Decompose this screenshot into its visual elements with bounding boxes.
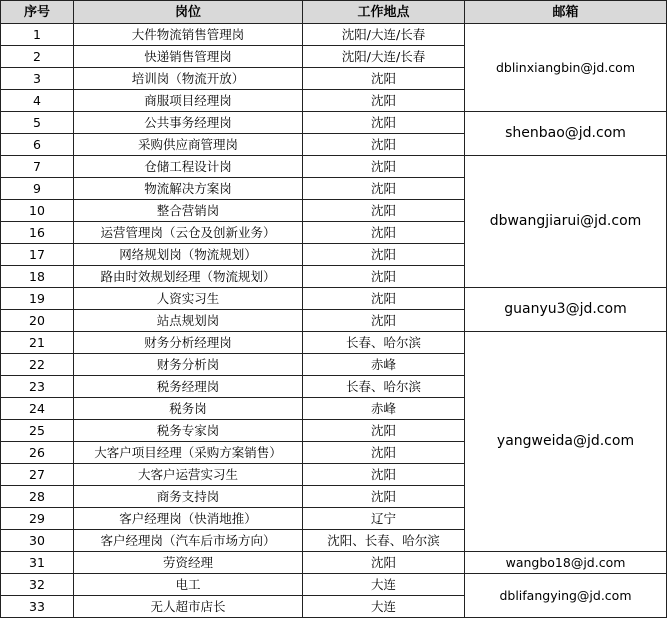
row-position: 税务专家岗 [74, 420, 303, 442]
row-position: 客户经理岗（汽车后市场方向） [74, 530, 303, 552]
row-no: 7 [1, 156, 74, 178]
row-position: 税务经理岗 [74, 376, 303, 398]
row-no: 25 [1, 420, 74, 442]
row-location: 沈阳、长春、哈尔滨 [303, 530, 465, 552]
row-location: 沈阳 [303, 134, 465, 156]
row-no: 23 [1, 376, 74, 398]
table-row [1, 288, 667, 310]
row-position: 网络规划岗（物流规划） [74, 244, 303, 266]
row-no: 5 [1, 112, 74, 134]
row-location: 赤峰 [303, 398, 465, 420]
row-location: 沈阳 [303, 200, 465, 222]
row-location: 沈阳 [303, 244, 465, 266]
row-location: 沈阳 [303, 442, 465, 464]
row-location: 沈阳 [303, 266, 465, 288]
header-position: 岗位 [74, 1, 303, 24]
row-no: 3 [1, 68, 74, 90]
row-position: 物流解决方案岗 [74, 178, 303, 200]
row-location: 沈阳 [303, 156, 465, 178]
table-row [1, 24, 667, 46]
row-location: 沈阳 [303, 464, 465, 486]
row-position: 劳资经理 [74, 552, 303, 574]
row-location: 沈阳 [303, 112, 465, 134]
row-no: 20 [1, 310, 74, 332]
header-location: 工作地点 [303, 1, 465, 24]
row-location: 长春、哈尔滨 [303, 332, 465, 354]
header-row [1, 1, 667, 24]
table-row [1, 574, 667, 596]
header-email: 邮箱 [465, 1, 667, 24]
row-location: 沈阳 [303, 90, 465, 112]
row-position: 公共事务经理岗 [74, 112, 303, 134]
row-position: 税务岗 [74, 398, 303, 420]
contact-email: wangbo18@jd.com [465, 552, 667, 574]
table-row [1, 156, 667, 178]
row-location: 大连 [303, 596, 465, 618]
row-position: 站点规划岗 [74, 310, 303, 332]
row-position: 商服项目经理岗 [74, 90, 303, 112]
row-position: 运营管理岗（云仓及创新业务） [74, 222, 303, 244]
row-no: 17 [1, 244, 74, 266]
row-position: 客户经理岗（快消地推） [74, 508, 303, 530]
row-no: 10 [1, 200, 74, 222]
row-position: 财务分析岗 [74, 354, 303, 376]
row-no: 24 [1, 398, 74, 420]
contact-email: dblifangying@jd.com [465, 574, 667, 618]
row-location: 沈阳 [303, 178, 465, 200]
row-no: 27 [1, 464, 74, 486]
row-no: 1 [1, 24, 74, 46]
row-no: 29 [1, 508, 74, 530]
row-position: 路由时效规划经理（物流规划） [74, 266, 303, 288]
row-location: 长春、哈尔滨 [303, 376, 465, 398]
row-position: 财务分析经理岗 [74, 332, 303, 354]
contact-email: guanyu3@jd.com [465, 288, 667, 332]
row-location: 沈阳/大连/长春 [303, 24, 465, 46]
row-no: 4 [1, 90, 74, 112]
row-no: 26 [1, 442, 74, 464]
row-position: 仓储工程设计岗 [74, 156, 303, 178]
row-no: 21 [1, 332, 74, 354]
contact-email: shenbao@jd.com [465, 112, 667, 156]
row-no: 32 [1, 574, 74, 596]
row-no: 16 [1, 222, 74, 244]
row-position: 大客户项目经理（采购方案销售） [74, 442, 303, 464]
row-no: 33 [1, 596, 74, 618]
row-position: 大客户运营实习生 [74, 464, 303, 486]
row-no: 31 [1, 552, 74, 574]
row-location: 大连 [303, 574, 465, 596]
header-no: 序号 [1, 1, 74, 24]
table-row [1, 552, 667, 574]
row-no: 30 [1, 530, 74, 552]
table-row [1, 332, 667, 354]
row-no: 9 [1, 178, 74, 200]
row-position: 快递销售管理岗 [74, 46, 303, 68]
row-position: 商务支持岗 [74, 486, 303, 508]
row-location: 沈阳 [303, 486, 465, 508]
row-no: 22 [1, 354, 74, 376]
row-no: 2 [1, 46, 74, 68]
row-position: 培训岗（物流开放） [74, 68, 303, 90]
contact-email: dbwangjiarui@jd.com [465, 156, 667, 288]
contact-email: dblinxiangbin@jd.com [465, 24, 667, 112]
row-location: 沈阳 [303, 552, 465, 574]
row-location: 沈阳/大连/长春 [303, 46, 465, 68]
row-location: 沈阳 [303, 310, 465, 332]
row-position: 电工 [74, 574, 303, 596]
row-position: 无人超市店长 [74, 596, 303, 618]
row-no: 19 [1, 288, 74, 310]
row-position: 人资实习生 [74, 288, 303, 310]
row-no: 28 [1, 486, 74, 508]
row-no: 18 [1, 266, 74, 288]
row-location: 沈阳 [303, 420, 465, 442]
table-row [1, 112, 667, 134]
contact-email: yangweida@jd.com [465, 332, 667, 552]
row-location: 赤峰 [303, 354, 465, 376]
row-location: 沈阳 [303, 288, 465, 310]
row-location: 沈阳 [303, 68, 465, 90]
row-no: 6 [1, 134, 74, 156]
row-position: 整合营销岗 [74, 200, 303, 222]
row-position: 采购供应商管理岗 [74, 134, 303, 156]
row-position: 大件物流销售管理岗 [74, 24, 303, 46]
row-location: 辽宁 [303, 508, 465, 530]
row-location: 沈阳 [303, 222, 465, 244]
